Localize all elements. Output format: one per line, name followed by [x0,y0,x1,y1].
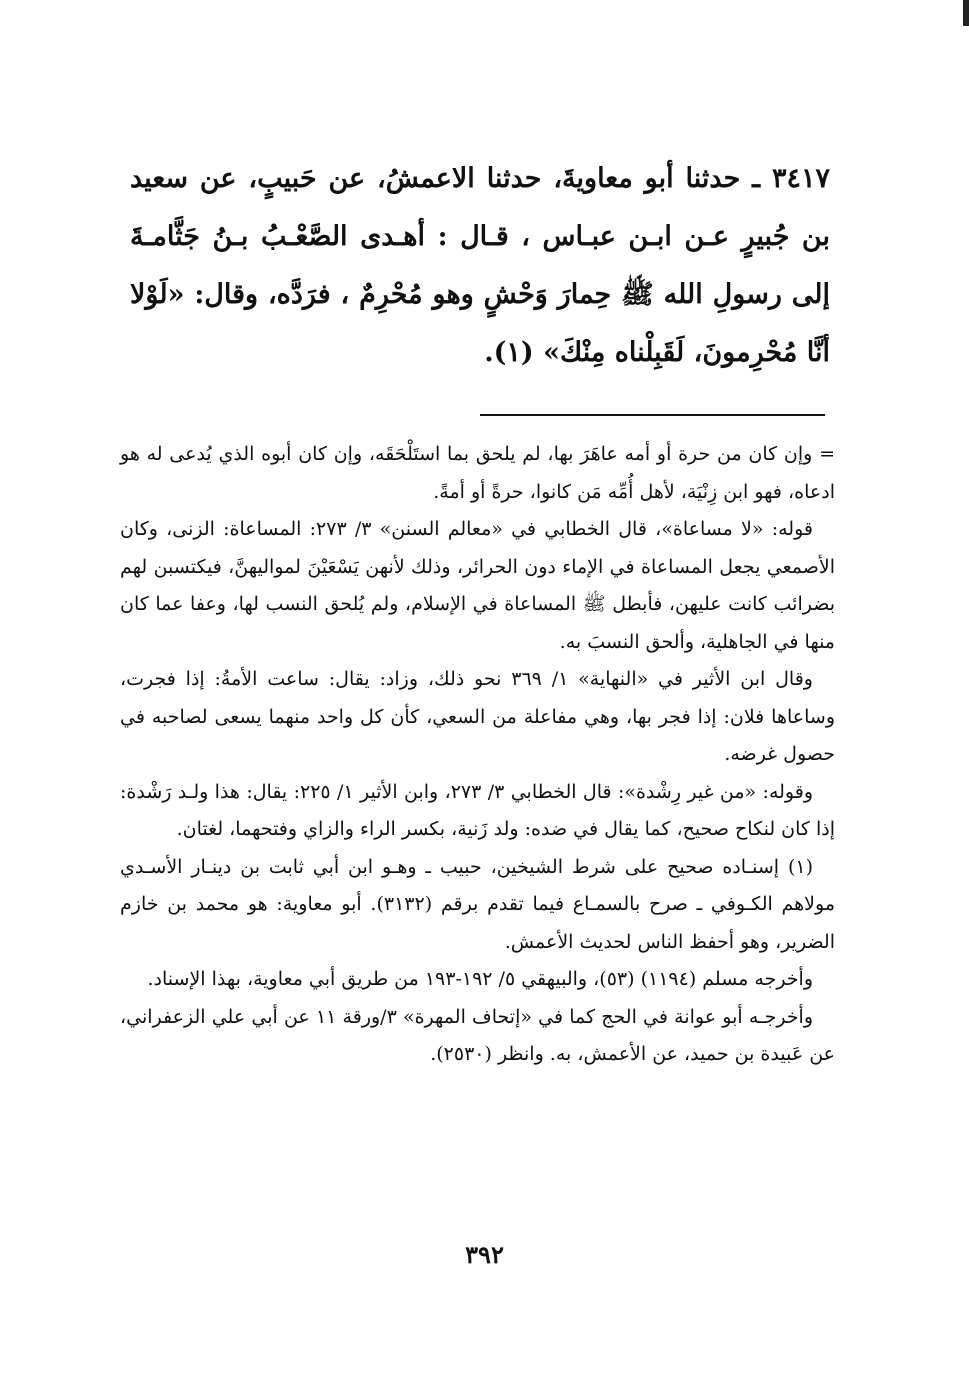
footnote-divider [480,414,825,416]
footnote-paragraph: وأخرجه مسلم (١١٩٤) (٥٣)، والبيهقي ٥/ ١٩٢-١٩٣ من طريق أبي معاوية، بهذا الإسناد. [147,968,813,990]
footnote-paragraph: وقال ابن الأثير في «النهاية» ١/ ٣٦٩ نحو ذلك، وزاد: يقال: ساعت الأمةُ: إذا فجرت، وساعاها فلان: إذا فجر بها، وهي مفاعلة من السعي، كأن كل واحد منهما يسعى لصاحبه في حصول غرضه. [120,668,835,765]
hadith-block [130,150,830,382]
footnote-paragraph: (١) إسنـاده صحيح على شرط الشيخين، حبيب ـ وهـو ابن أبي ثابت بن دينـار الأسـدي مولاهم الكـوفي ـ صرح بالسمـاع فيما تقدم برقم (٣١٣٢). أبو معاوية: هو محمد بن خازم الضرير، وهو أحفظ الناس لحديث الأعمش. [120,855,835,953]
footnote-paragraph: وأخرجـه أبو عوانة في الحج كما في «إتحاف المهرة» ٣/ورقة ١١ عن أبي علي الزعفراني، عن عَبيدة بن حميد، عن الأعمش، به. وانظر (٢٥٣٠). [120,1005,835,1065]
page-number: ٣٩٢ [465,1240,504,1269]
hadith-number: ٣٤١٧ [771,163,830,194]
footnotes-block [120,436,835,1074]
footnote-paragraph: وقوله: «من غير رِشْدة»: قال الخطابي ٣/ ٢٧٣، وابن الأثير ١/ ٢٢٥: يقال: هذا ولـد رَشْدة: إذا كان لنكاح صحيح، كما يقال في ضده: ولد زَنية، بكسر الراء والزاي وفتحهما، لغتان. [120,780,835,840]
hadith-paragraph [130,150,830,382]
footnote-paragraph: قوله: «لا مساعاة»، قال الخطابي في «معالم السنن» ٣/ ٢٧٣: المساعاة: الزنى، وكان الأصمعي يجعل المساعاة في الإماء دون الحرائر، وذلك لأنهن يَسْعَيْنَ لمواليهنَّ، فيكتسبن لهم بضرائب كانت عليهن، فأبطل ﷺ المساعاة في الإسلام، ولم يُلحق النسب لها، وعفا عما كان منها في الجاهلية، وألحق النسبَ به. [120,518,835,653]
page-edge-mark [963,0,969,26]
footnote-paragraph: = وإن كان من حرة أو أمه عاهَرَ بها، لم يلحق بما استَلْحَقَه، وإن كان أبوه الذي يُدعى له هو ادعاه، فهو ابن زِنْيَة، لأهل أُمِّه مَن كانوا، حرةً أو أمةً. [120,443,835,503]
hadith-text: ـ حدثنا أبو معاويةَ، حدثنا الاعمشُ، عن حَبيبٍ، عن سعيد بن جُبيرٍ عـن ابـن عبـاس ، قـال : أهـدى الصَّعْـبُ بـنُ جَثَّامـةَ إلى رسولِ الله ﷺ حِمارَ وَحْشٍ وهو مُحْرِمٌ ، فرَدَّه، وقال: «لَوْلا أنَّا مُحْرِمونَ، لَقَبِلْناه مِنْكَ» (١). [130,163,830,368]
